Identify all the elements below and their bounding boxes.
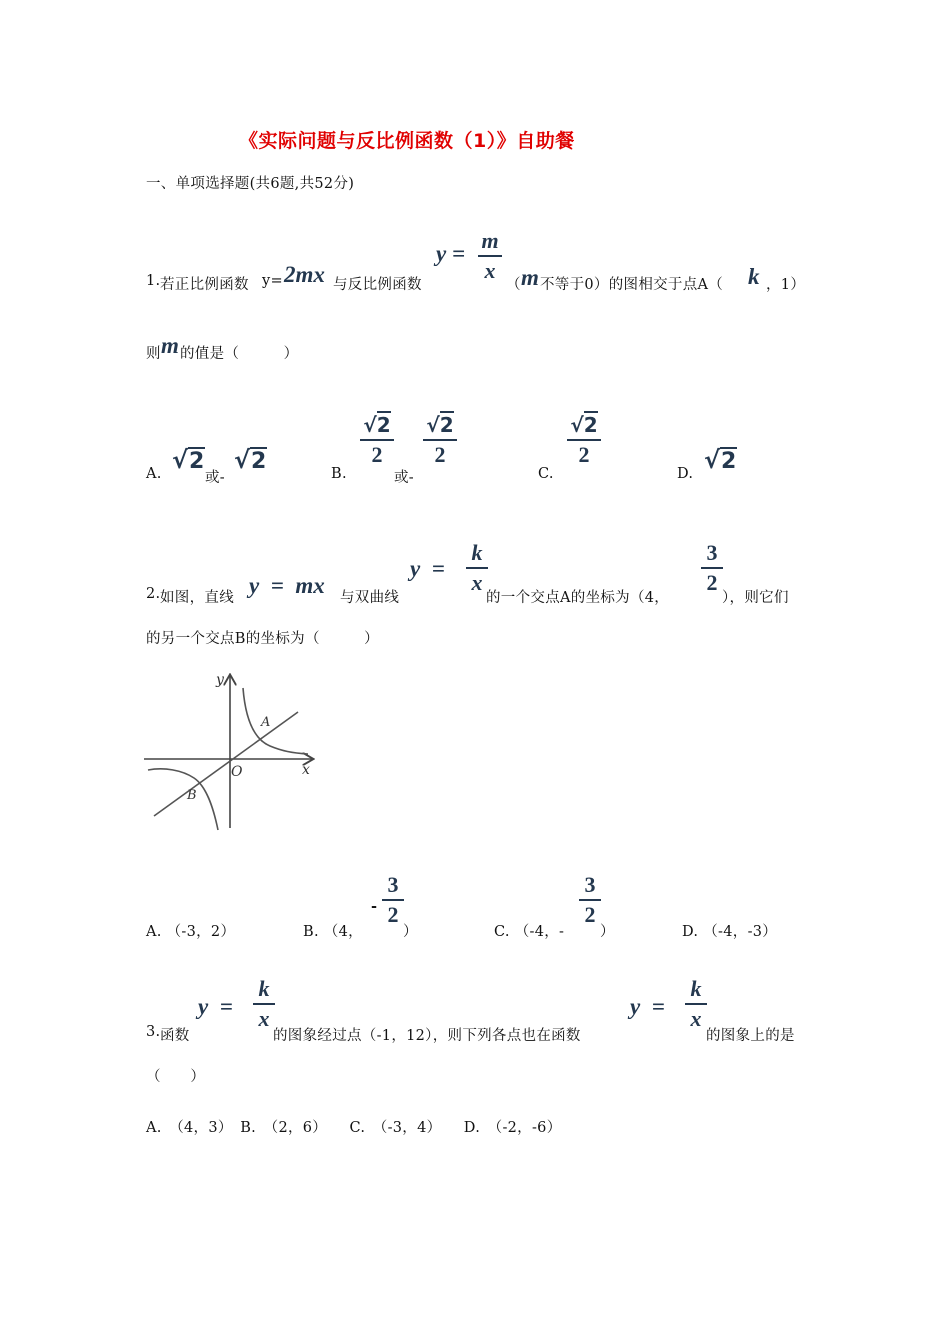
- graph-label-y: y: [216, 672, 224, 688]
- q2-number: 2.: [146, 586, 161, 602]
- q2-line2: 的另一个交点B的坐标为（ ）: [146, 631, 379, 647]
- q1-lead: 若正比例函数: [160, 277, 249, 293]
- q1-option-a-or: 或-: [205, 470, 225, 486]
- q2-hyp-fraction: k x: [466, 540, 488, 596]
- q1-point-rest: ，1）: [766, 277, 806, 293]
- q1-option-d-sqrt: √2: [704, 446, 737, 474]
- q2-option-b-post: ）: [403, 924, 418, 940]
- q2-end-text: ），则它们: [722, 590, 789, 606]
- graph-label-b: B: [187, 788, 197, 803]
- q2-with-text: 与双曲线: [340, 590, 400, 606]
- q2-option-c-frac: 3 2: [579, 872, 601, 928]
- q1-line2-pre: 则: [146, 346, 161, 362]
- q1-option-d-label: D.: [677, 466, 694, 482]
- q2-option-c-post: ）: [600, 924, 615, 940]
- q1-and-text: 与反比例函数: [333, 277, 422, 293]
- q2-point-fraction: 3 2: [701, 540, 723, 596]
- q2-lead: 如图，直线: [160, 590, 234, 606]
- q3-number: 3.: [146, 1024, 161, 1040]
- q2-option-b-frac: 3 2: [382, 872, 404, 928]
- q3-fraction-2: k x: [685, 976, 707, 1032]
- q1-expr-2mx: 2mx: [284, 262, 325, 287]
- q2-mid-text: 的一个交点A的坐标为（4，: [486, 590, 670, 606]
- q1-number: 1.: [146, 273, 161, 289]
- q3-mid-text: 的图象经过点（-1，12），则下列各点也在函数: [273, 1028, 581, 1044]
- q1-option-b-label: B.: [331, 466, 347, 482]
- q2-option-b-pre: B. （4，: [303, 924, 363, 940]
- q1-line2-post: 的值是（ ）: [180, 346, 299, 362]
- q1-option-c-label: C.: [538, 466, 554, 482]
- q2-line-eq: y = mx: [249, 573, 325, 598]
- q3-fraction: k x: [253, 976, 275, 1032]
- page-title: 《实际问题与反比例函数（1）》自助餐: [239, 130, 575, 152]
- q1-option-a-sqrt: √2: [172, 446, 205, 474]
- q1-point-k: k: [748, 264, 760, 289]
- q1-frac-denominator: x: [484, 258, 496, 283]
- q1-frac-lhs: y =: [436, 241, 466, 266]
- q2-option-d: D. （-4，-3）: [682, 924, 778, 940]
- graph-label-x: x: [302, 762, 310, 778]
- q1-line2-var: m: [161, 333, 179, 358]
- q1-option-b-or: 或-: [394, 470, 414, 486]
- graph-label-a: A: [261, 715, 271, 730]
- q1-option-c-frac: √2 2: [567, 412, 601, 468]
- fraction-bar: [478, 255, 502, 257]
- q2-option-c-pre: C. （-4，-: [494, 924, 565, 940]
- q3-options: A. （4，3） B. （2，6） C. （-3，4） D. （-2，-6）: [146, 1120, 562, 1136]
- q1-option-b-frac1: √2 2: [360, 412, 394, 468]
- q1-option-a-sqrt2: √2: [234, 446, 267, 474]
- q2-option-a: A. （-3，2）: [146, 924, 236, 940]
- q2-graph: [140, 666, 340, 832]
- q1-cond-text: 不等于0）的图相交于点A（: [540, 277, 724, 293]
- q3-lhs-2: y =: [630, 994, 665, 1019]
- line-y-mx: [154, 712, 298, 816]
- q1-cond-var: m: [521, 265, 539, 290]
- q1-fraction: [478, 228, 502, 284]
- graph-label-origin: O: [231, 764, 243, 780]
- q3-lead: 函数: [160, 1028, 190, 1044]
- q2-option-b-neg: -: [371, 898, 378, 915]
- q1-option-b-frac2: √2 2: [423, 412, 457, 468]
- q1-frac-numerator: m: [481, 228, 499, 253]
- q3-line2: （ ）: [146, 1069, 206, 1085]
- q1-cond-open: （: [506, 277, 521, 293]
- q1-option-a-label: A.: [146, 466, 162, 482]
- q3-end-text: 的图象上的是: [706, 1028, 795, 1044]
- section-heading: 一、单项选择题(共6题,共52分): [146, 176, 355, 192]
- q2-hyp-lhs: y =: [410, 556, 445, 581]
- q1-y-eq: y=: [262, 273, 283, 289]
- q3-lhs: y =: [198, 994, 233, 1019]
